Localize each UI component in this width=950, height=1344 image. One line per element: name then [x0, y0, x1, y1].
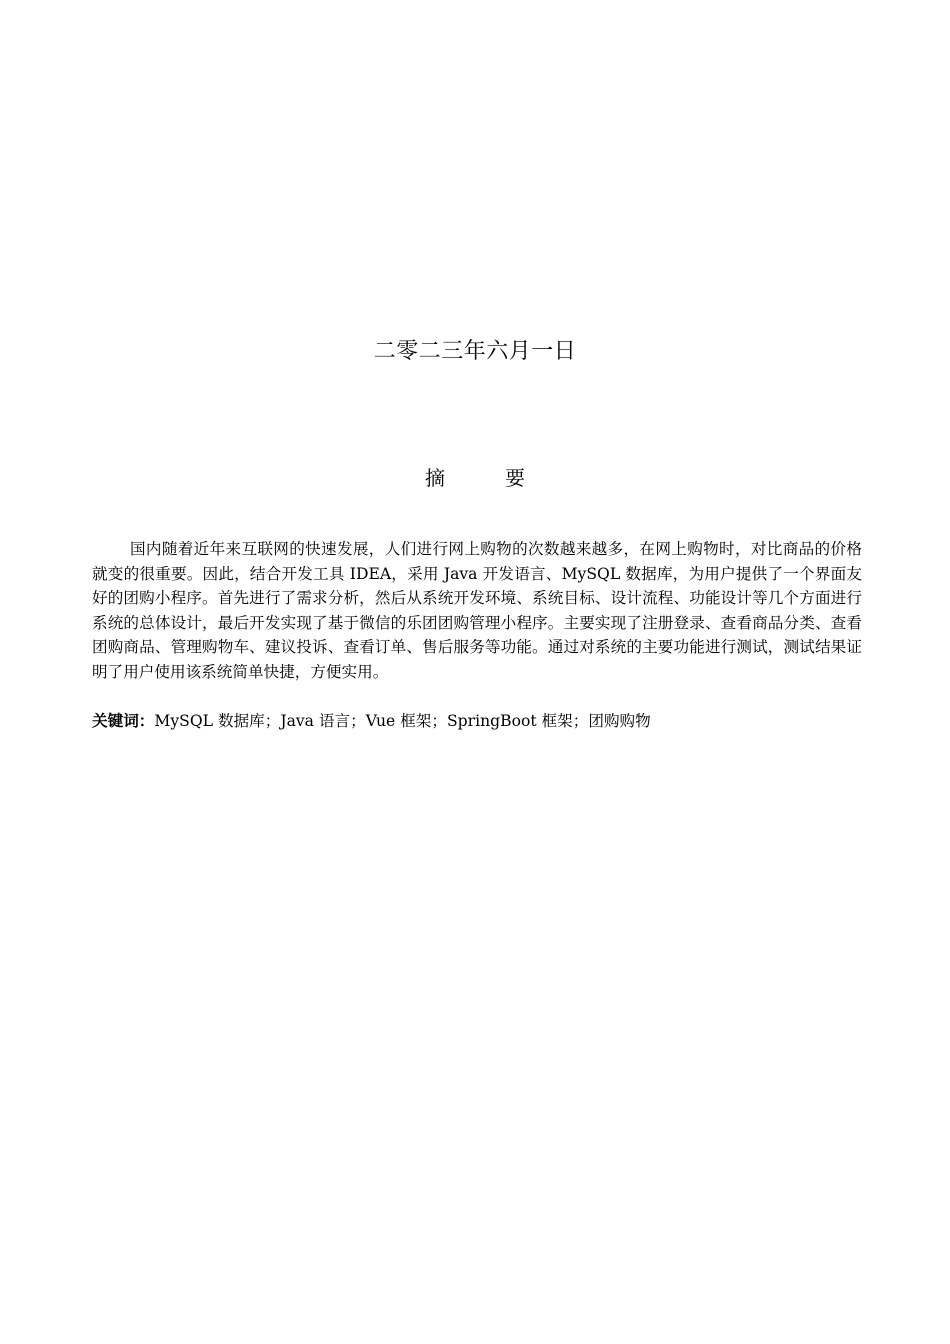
abstract-title: 摘 要 — [425, 466, 545, 490]
keywords-text: MySQL 数据库；Java 语言；Vue 框架；SpringBoot 框架；团购购物 — [154, 712, 651, 730]
keywords-line — [92, 709, 862, 733]
abstract-body: 国内随着近年来互联网的快速发展，人们进行网上购物的次数越来越多，在网上购物时，对比商品的价格就变的很重要。因此，结合开发工具 IDEA，采用 Java 开发语言、MySQL 数据库，为用户提供了一个界面友好的团购小程序。首先进行了需求分析，然后从系统开发环境、系统目标、设计流程、功能设计等几个方面进行系统的总体设计，最后开发实现了基于微信的乐团团购管理小程序。主要实现了注册登录、查看商品分类、查看团购商品、管理购物车、建议投诉、查看订单、售后服务等功能。通过对系统的主要功能进行测试，测试结果证明了用户使用该系统简单快捷，方便实用。 — [92, 540, 862, 681]
keywords-label: 关键词： — [92, 712, 155, 730]
cover-date: 二零二三年六月一日 — [373, 339, 577, 364]
